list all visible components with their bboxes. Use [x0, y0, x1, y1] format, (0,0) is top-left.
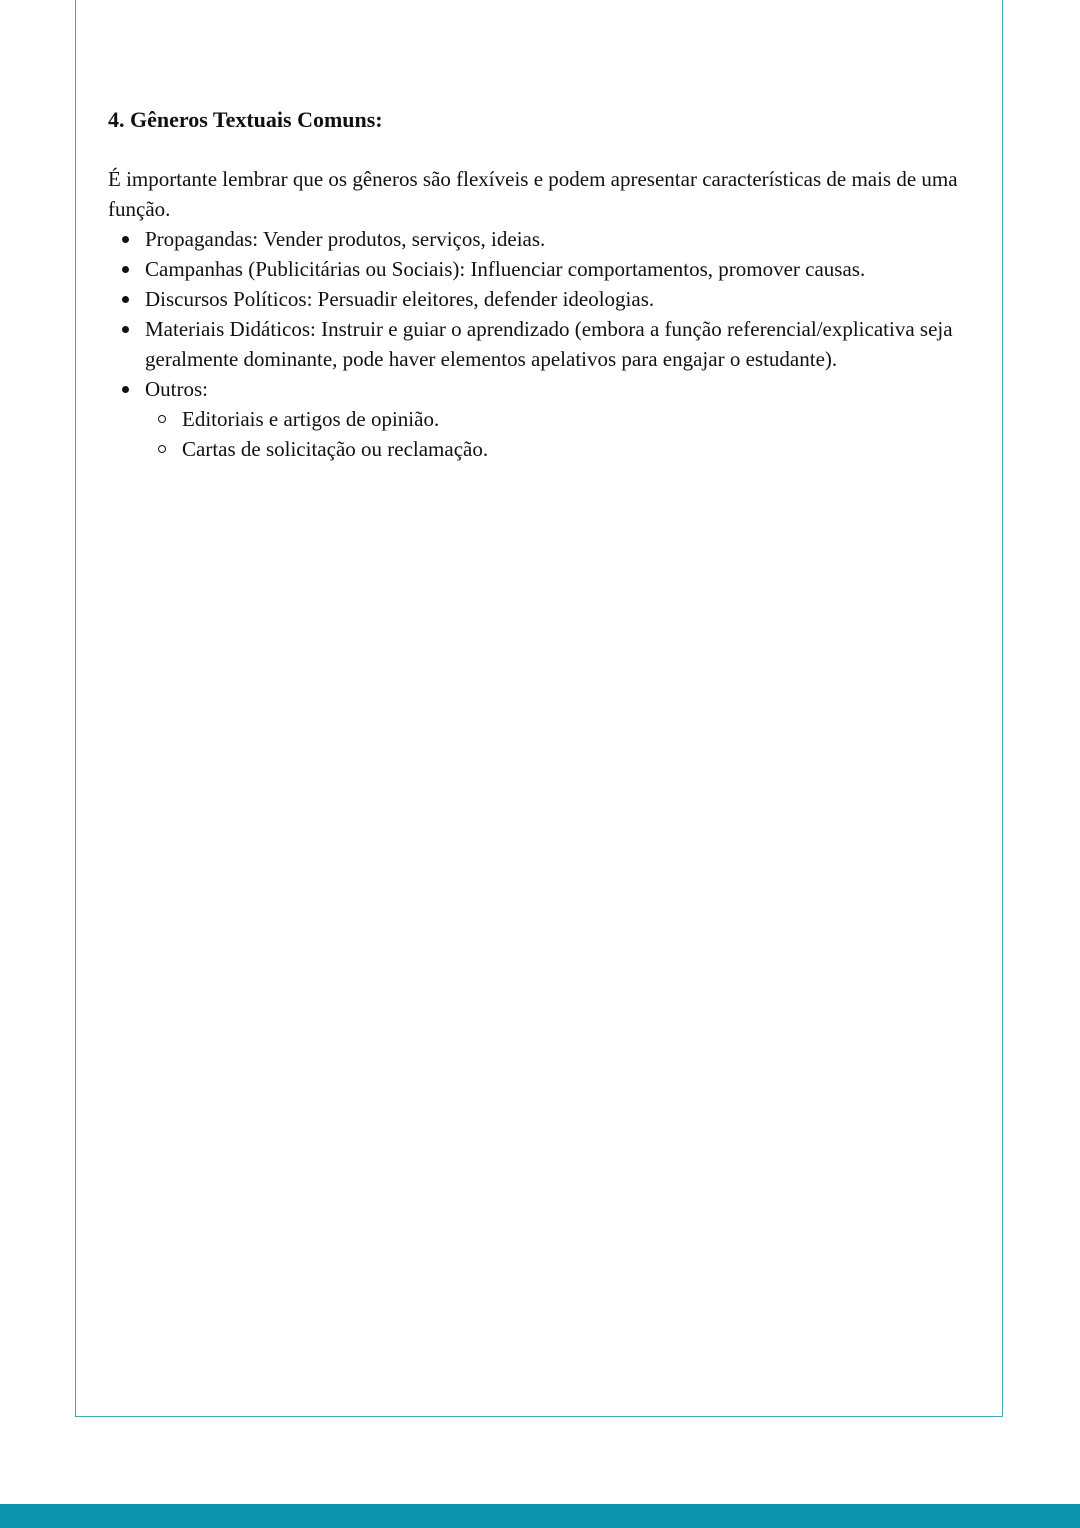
sub-list-item-text: Editoriais e artigos de opinião. [182, 407, 440, 431]
list-item [108, 254, 958, 284]
intro-paragraph: É importante lembrar que os gêneros são flexíveis e podem apresentar características de mais de uma função. [108, 167, 958, 221]
list-item-text: Propagandas: Vender produtos, serviços, ideias. [145, 227, 546, 251]
list-item-text: Discursos Políticos: Persuadir eleitores, defender ideologias. [145, 287, 655, 311]
section-heading: 4. Gêneros Textuais Comuns: [108, 107, 383, 132]
genre-list [108, 224, 958, 464]
list-item [108, 284, 958, 314]
sub-list-item [145, 434, 958, 464]
footer-bar [0, 1504, 1080, 1528]
list-item [108, 374, 958, 464]
sub-list [145, 404, 958, 464]
list-item-text: Materiais Didáticos: Instruir e guiar o aprendizado (embora a função referencial/explicativa seja geralmente dominante, pode haver elementos apelativos para engajar o estudante). [145, 317, 953, 371]
list-item-text: Outros: [145, 377, 208, 401]
document-content [108, 104, 958, 464]
list-item [108, 224, 958, 254]
sub-list-item [145, 404, 958, 434]
sub-list-item-text: Cartas de solicitação ou reclamação. [182, 437, 489, 461]
list-item-text: Campanhas (Publicitárias ou Sociais): Influenciar comportamentos, promover causas. [145, 257, 866, 281]
list-item [108, 314, 958, 374]
